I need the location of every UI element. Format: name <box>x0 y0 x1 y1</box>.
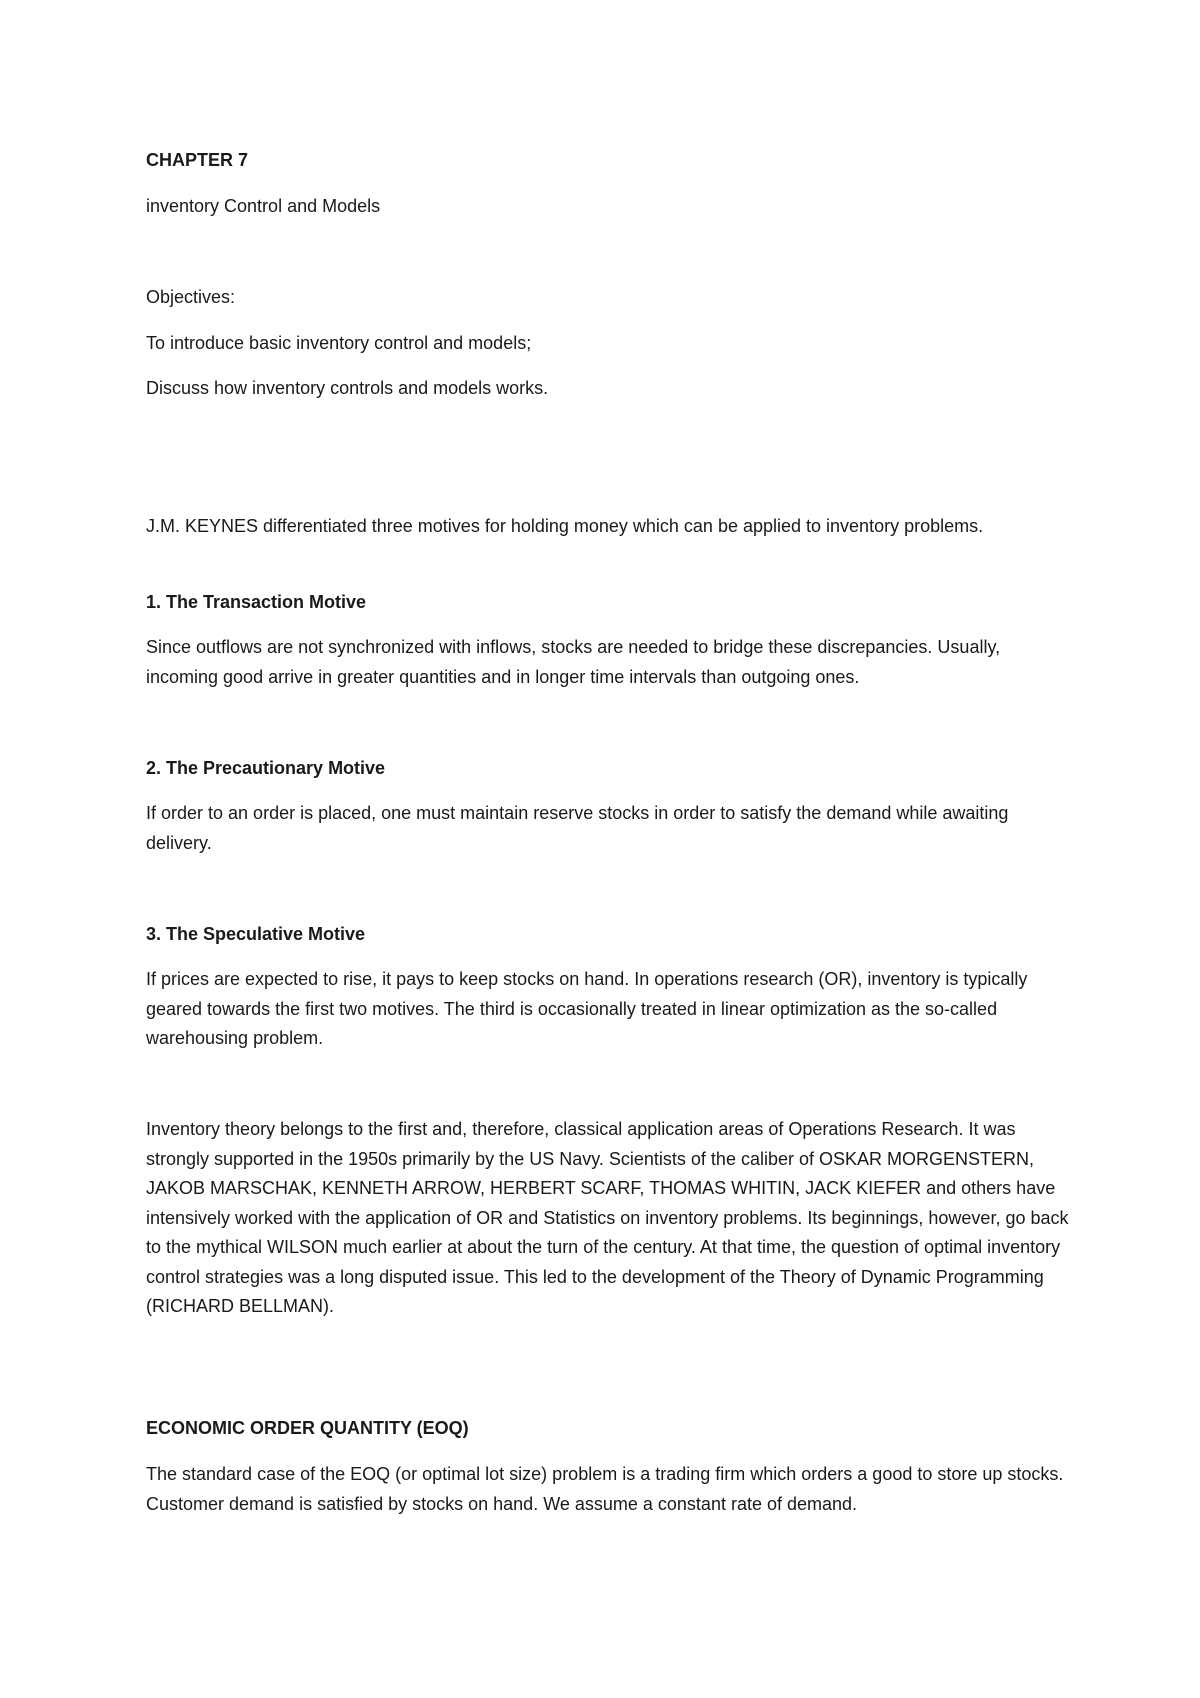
objective-item-1: To introduce basic inventory control and models; <box>146 333 532 353</box>
theory-paragraph: Inventory theory belongs to the first and, therefore, classical application areas of Operations Research. It was strongly supported in the 1950s primarily by the US Navy. Scientists of the caliber of OSKAR MORGENSTERN, JAKOB MARSCHAK, KENNETH ARROW, HERBERT SCARF, THOMAS WHITIN, JACK KIEFER and others have intensively worked with the application of OR and Statistics on inventory problems. Its beginnings, however, go back to the mythical WILSON much earlier at about the turn of the century. At that time, the question of optimal inventory control strategies was a long disputed issue. This led to the development of the Theory of Dynamic Programming (RICHARD BELLMAN). <box>146 1119 1069 1316</box>
motive-3-paragraph: If prices are expected to rise, it pays to keep stocks on hand. In operations research (OR), inventory is typically geared towards the first two motives. The third is occasionally treated in linear optimization as the so-called warehousing problem. <box>146 969 1028 1048</box>
motive-2-paragraph: If order to an order is placed, one must maintain reserve stocks in order to satisfy the demand while awaiting delivery. <box>146 803 1009 853</box>
objectives-heading: Objectives: <box>146 287 236 307</box>
chapter-label: CHAPTER 7 <box>146 150 249 170</box>
motive-1-paragraph: Since outflows are not synchronized with inflows, stocks are needed to bridge these discrepancies. Usually, incoming good arrive in greater quantities and in longer time intervals than outgoing ones. <box>146 637 1001 687</box>
intro-paragraph: J.M. KEYNES differentiated three motives for holding money which can be applied to inventory problems. <box>146 516 984 536</box>
motive-1-heading: 1. The Transaction Motive <box>146 592 367 612</box>
motive-3-heading: 3. The Speculative Motive <box>146 924 366 944</box>
motive-2-heading: 2. The Precautionary Motive <box>146 758 386 778</box>
objective-item-2: Discuss how inventory controls and models works. <box>146 378 549 398</box>
chapter-title: inventory Control and Models <box>146 196 381 216</box>
eoq-paragraph: The standard case of the EOQ (or optimal lot size) problem is a trading firm which orders a good to store up stocks. Customer demand is satisfied by stocks on hand. We assume a constant rate of demand. <box>146 1464 1064 1514</box>
eoq-heading: ECONOMIC ORDER QUANTITY (EOQ) <box>146 1418 469 1438</box>
